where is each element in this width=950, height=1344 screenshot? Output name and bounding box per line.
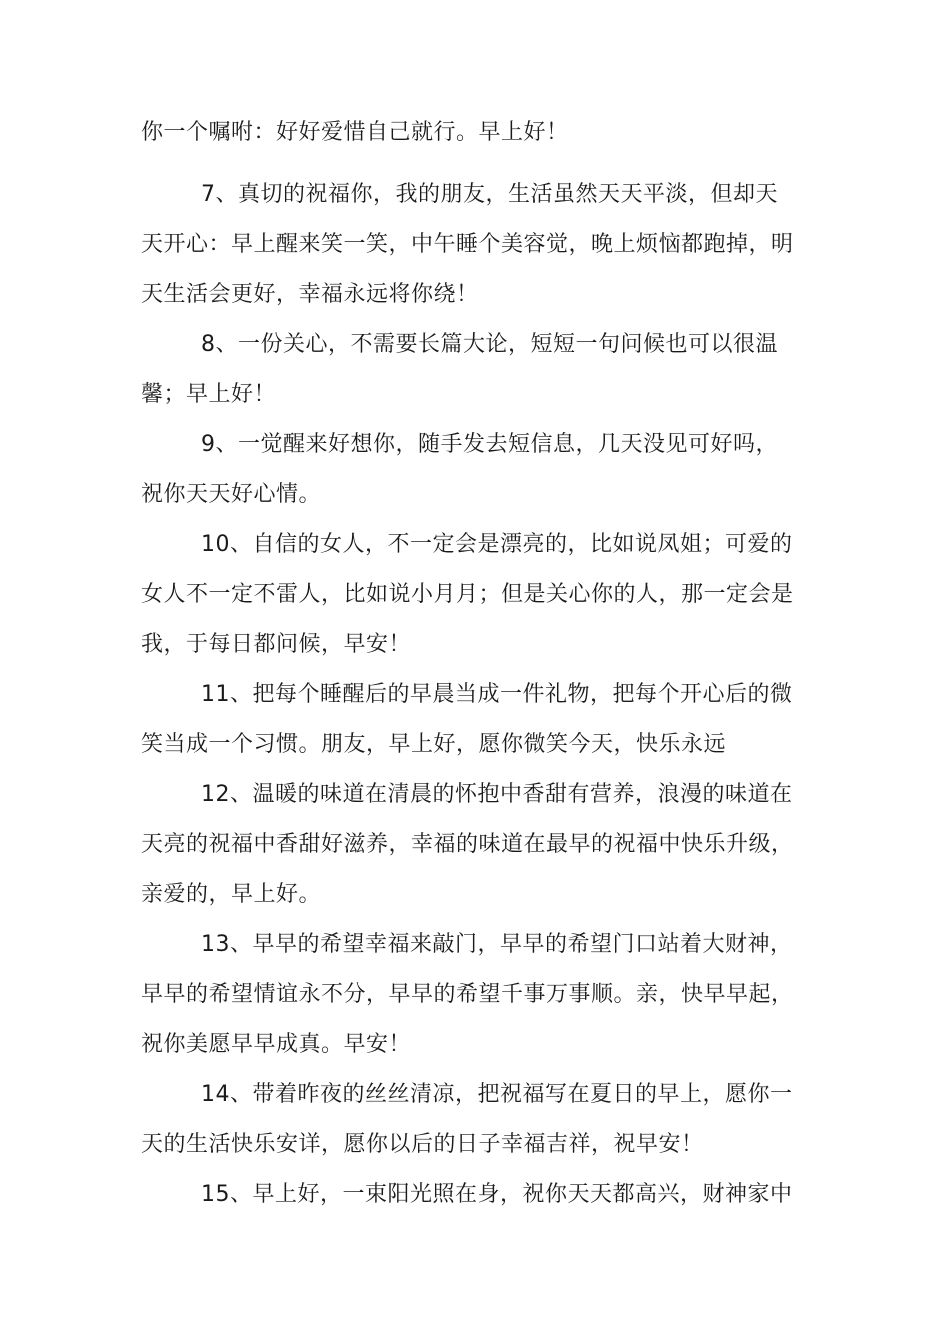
text-line: 11、把每个睡醒后的早晨当成一件礼物，把每个开心后的微 [201, 682, 793, 707]
text-line: 亲爱的，早上好。 [141, 882, 322, 907]
text-line: 祝你天天好心情。 [141, 482, 322, 507]
text-line: 8、一份关心，不需要长篇大论，短短一句问候也可以很温 [201, 332, 778, 357]
text-line: 天亮的祝福中香甜好滋养，幸福的味道在最早的祝福中快乐升级， [141, 832, 794, 857]
text-line: 馨；早上好！ [141, 382, 277, 407]
text-line: 祝你美愿早早成真。早安！ [141, 1032, 412, 1057]
text-line: 10、自信的女人，不一定会是漂亮的，比如说凤姐；可爱的 [201, 532, 793, 557]
text-line: 早早的希望情谊永不分，早早的希望千事万事顺。亲，快早早起， [141, 982, 794, 1007]
text-line: 12、温暖的味道在清晨的怀抱中香甜有营养，浪漫的味道在 [201, 782, 793, 807]
text-line: 我，于每日都问候，早安！ [141, 632, 412, 657]
text-line: 13、早早的希望幸福来敲门，早早的希望门口站着大财神， [201, 932, 793, 957]
text-line: 女人不一定不雷人，比如说小月月；但是关心你的人，那一定会是 [141, 582, 794, 607]
text-line: 天生活会更好，幸福永远将你绕！ [141, 282, 479, 307]
text-line: 天开心：早上醒来笑一笑，中午睡个美容觉，晚上烦恼都跑掉，明 [141, 232, 794, 257]
text-line: 你一个嘱咐：好好爱惜自己就行。早上好！ [141, 120, 569, 145]
text-line: 7、真切的祝福你，我的朋友，生活虽然天天平淡，但却天 [201, 182, 778, 207]
text-line: 天的生活快乐安详，愿你以后的日子幸福吉祥，祝早安！ [141, 1132, 704, 1157]
text-line: 笑当成一个习惯。朋友，早上好，愿你微笑今天，快乐永远 [141, 732, 727, 757]
text-line: 15、早上好，一束阳光照在身，祝你天天都高兴，财神家中 [201, 1182, 793, 1207]
text-line: 14、带着昨夜的丝丝清凉，把祝福写在夏日的早上，愿你一 [201, 1082, 793, 1107]
text-line: 9、一觉醒来好想你，随手发去短信息，几天没见可好吗， [201, 432, 778, 457]
